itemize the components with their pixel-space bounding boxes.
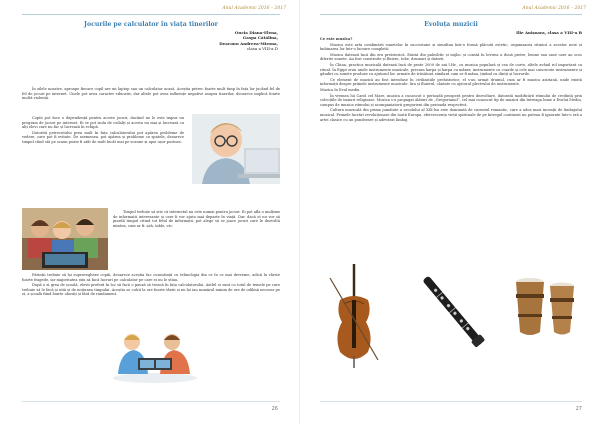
paragraph: În zilele noastre, aproape fiecare copil are un laptop sau un calculator acasă. Aceștia petrec foarte mult timp în fața lor jucând fel de fel de jocuri pe internet. Unele pot avea caracter educativ, dar altele pot avea influențe negative asupra tinerilor, deoarece implică foarte multă violență. (22, 87, 280, 101)
article-body (113, 210, 280, 229)
right-page (300, 0, 600, 424)
article-title: Evoluța muzicii (424, 21, 478, 28)
paragraph: Părinții trebuie să își supravegheze copiii, deoarece aceștia fac cunoștință cu tehnologia din ce în ce mai devreme, adică la vârste foarte fragede, iar majoritatea știu să facă lucruri pe calculator pe care ei nu le știau. (22, 273, 280, 282)
paragraph: În vremea lui Carol cel Mare, muzica a cunoscut o perioadă prosperă pentru dezvoltare, datorată modificării ritmului de credință prin colecțiile de imnuri religioase. Muzica s-a propagat alături de „Gregorianul”, cel mai cunoscut tip de muzică din întreaga lume a Evului Mediu, compus de muzica ritmului și acompaniatorii gregorieni din perioada respectivă. (320, 93, 582, 107)
footer-rule (320, 401, 582, 402)
header-rule (320, 14, 582, 15)
author-block (219, 30, 278, 52)
photo-clarinet (418, 270, 488, 352)
running-head: Anul Academic 2016 – 2017 (222, 6, 286, 11)
page-number: 27 (575, 406, 582, 412)
article-body (320, 37, 582, 123)
paragraph: Muzica este arta combinării sunetelor în succesiune și simultan într-o formă plăcută estetic, organizarea ritmică a acestor note și îmbinarea lor într-o lucrare completă. (320, 42, 582, 52)
header-rule (22, 14, 280, 15)
paragraph: Cultura muzicală din prima jumătate a secolului al XIX-lea este dominată de curentul romantic, care a adus mari inovații de limbajului muzical. Primele lucrări revoluționare din toată Europa, efervescența vieții spirituale de pe întregul continent nu puteau fi ignorate într-o eră a artei clasice cu un ponderare și adevărat limbaj. (320, 108, 582, 122)
footer-rule (22, 401, 280, 402)
paragraph: Ce element de muzică au fost introduse în civilizațiile prehistorice, el s-au urmat drumul, cum ar fi muzica asiriană, unde există informații despre primele instrumente muzicale: lira și fluierul, cântate cu ajutorul plectrului de instrumente. (320, 77, 582, 87)
article-body (22, 87, 280, 102)
section-subheading: Muzica în Evul mediu (320, 87, 360, 92)
photo-cello (322, 260, 386, 370)
author-name: Ilie Anișoara, clasa a VIII-a B (516, 30, 582, 35)
paragraph: Datorită petrecutului prea mult în fața calculatorului pot apărea probleme de vedere, care pot fi evitate. De asemenea, pot apărea și probleme cu spatele, deoarece timpul când stă pe scaun poate fi atât de mult încât mai pe scaune și apoi ușor postura. (22, 130, 184, 144)
article-title: Jocurile pe calculator în viața tinerilor (84, 21, 218, 28)
paragraph: După o zi grea de școală, elevii preferă în loc să facă o pauză să treacă în fața calculatorului. Astfel ei sunt cu totul de temele pe care trebuie să le facă și uită și de noțiunea timpului. Aceștia se culcă la ore foarte târzii și nu își iau numărul minim de ore de odihnă necesar pe zi, a școală fiind foarte obosiți și fără de randament. (22, 283, 280, 297)
running-head: Anul Academic 2016 – 2017 (522, 6, 586, 11)
section-question: Ce este muzica? (320, 37, 353, 41)
page-number: 26 (271, 406, 278, 412)
author-name: Gaspa Cătălina, (242, 35, 278, 41)
photo-kids-group (22, 208, 108, 270)
author-name: Deaconu Andreea-Mirona, (219, 40, 278, 46)
photo-drums (510, 270, 582, 346)
photo-kids-laptops (110, 326, 200, 384)
photo-kid-glasses (192, 114, 280, 184)
author-block (516, 30, 582, 35)
paragraph: Copiii pot face o dependență pentru aceste jocuri, ducând ne le este impus un program de jocuri pe internet. Ei se pot izola de ceilalți și acesta nu mai și lucrează cu alți elevi care nu fac și lucrează în echipă. (22, 116, 184, 130)
paragraph: Timpul trebuie să știe că internetul nu este numai pentru jocuri. Ei pot afla o mulțime de informații interesante și care îi vor ajuta mai departe în viață. Dar, dacă ei nu vor să piardă timpul citind tot felul de informații, pot alege să se joace jocuri care le dezvoltă mintea, cum ar fi: șah, table, etc. (113, 210, 280, 228)
author-name: Oncia Diana-Elena, (234, 30, 278, 35)
article-body (22, 116, 184, 146)
author-class: clasa a VIII-a D (246, 46, 278, 52)
paragraph: În China, practica muzicală datează încă de peste 2000 de ani î.Hr., cu muzica populară și cea de curte, altele având rol important ca ritual. În Egipt erau unele instrumente muzicale, precum harpa și harpa cu mâner, instrumente cu coarde și cele mai cunoscute instrumente și gândiri cu sunete produse cu ajutorul lor, urmate de trăsătură similară cum ar fi mâna, ținând cu dinții și lucrurile. (320, 62, 582, 77)
article-body (22, 273, 280, 298)
paragraph: Muzica datează încă din era preistorică. Există din paleolitic și mijloc și constă în lovirea a două pietre, lemne sau oase care au scos diferite sunete. Au fost construite și fluiere, tobe, drumuri și datorii. (320, 52, 582, 62)
